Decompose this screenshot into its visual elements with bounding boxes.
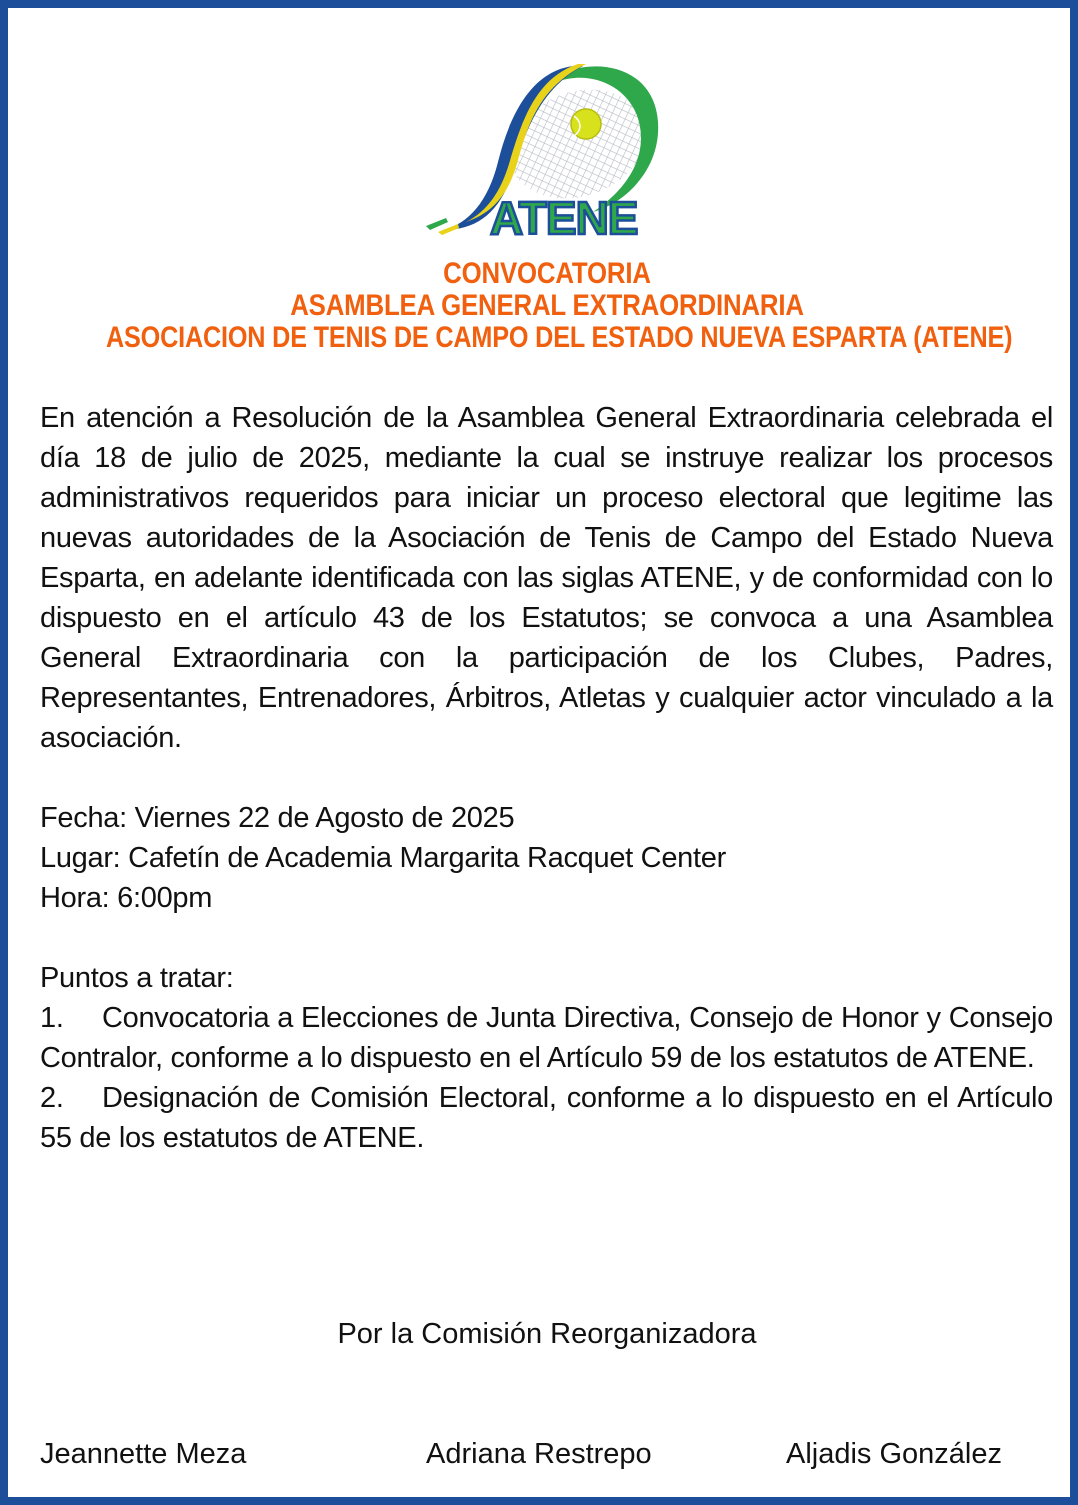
title-convocatoria: CONVOCATORIA [443,257,651,290]
agenda-item-text: Convocatoria a Elecciones de Junta Directiva, Consejo de Honor y Consejo Contralor, conforme a lo dispuesto en el Artículo 59 de los estatutos de ATENE. [40,1002,1053,1074]
notice-body [40,398,1053,1158]
signed-by: Por la Comisión Reorganizadora [337,1318,757,1350]
agenda-title: Puntos a tratar: [40,962,234,994]
header [22,258,1072,354]
agenda-item-number: 2. [40,1082,64,1114]
title-asamblea: ASAMBLEA GENERAL EXTRAORDINARIA [290,289,804,322]
title-asociacion: ASOCIACION DE TENIS DE CAMPO DEL ESTADO NUEVA ESPARTA (ATENE) [106,321,1013,354]
logo-text: ATENE [490,192,638,244]
agenda-item-number: 1. [40,1002,64,1034]
accent-dash [438,224,459,235]
meeting-place: Lugar: Cafetín de Academia Margarita Racquet Center [40,842,726,874]
meeting-time: Hora: 6:00pm [40,882,213,914]
signatory-name: Aljadis González [786,1438,1002,1470]
intro-paragraph: En atención a Resolución de la Asamblea General Extraordinaria celebrada el día 18 de julio de 2025, mediante la cual se instruye realizar los procesos administrativos requeridos para iniciar un proceso electoral que legitime las nuevas autoridades de la Asociación de Tenis de Campo del Estado Nueva Esparta, en adelante identificada con las siglas ATENE, y de conformidad con lo dispuesto en el artículo 43 de los Estatutos; se convoca a una Asamblea General Extraordinaria con la participación de los Clubes, Padres, Representantes, Entrenadores, Árbitros, Atletas y cualquier actor vinculado a la asociación. [40,402,1053,754]
agenda-item [40,1078,1053,1158]
accent-dash [426,218,448,230]
agenda-item-text: Designación de Comisión Electoral, conforme a lo dispuesto en el Artículo 55 de los estatutos de ATENE. [40,1082,1053,1154]
meeting-date: Fecha: Viernes 22 de Agosto de 2025 [40,802,515,834]
signatory-name: Adriana Restrepo [426,1438,652,1470]
signatory-name: Jeannette Meza [40,1438,247,1470]
atene-logo [418,52,668,248]
agenda-item [40,998,1053,1078]
